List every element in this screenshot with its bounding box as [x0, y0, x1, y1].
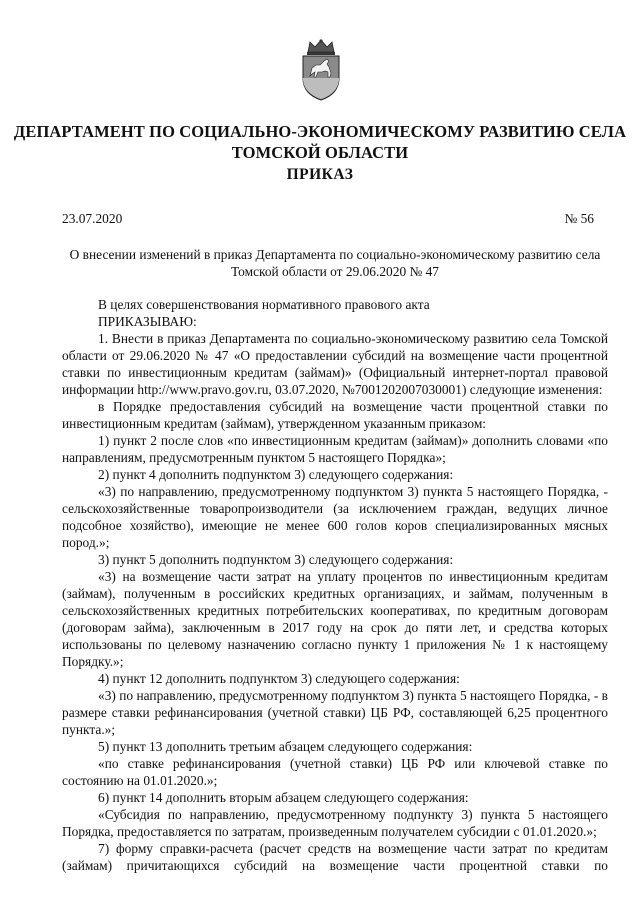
document-body	[62, 296, 608, 874]
body-paragraph: ПРИКАЗЫВАЮ:	[98, 314, 197, 329]
document-subject: О внесении изменений в приказ Департамента по социально-экономическому развитию села Томской области от 29.06.2020 № 47	[69, 247, 601, 279]
document-date: 23.07.2020	[62, 211, 123, 226]
body-paragraph: 3) пункт 5 дополнить подпунктом 3) следующего содержания:	[98, 552, 454, 567]
body-paragraph: 7) форму справки-расчета (расчет средств на возмещение части затрат по кредитам (займам) причитающихся субсидий на возмещение части процентной ставки по	[62, 841, 608, 873]
body-paragraph: 1) пункт 2 после слов «по инвестиционным кредитам (займам)» дополнить словами «по направлениям, предусмотренным пунктом 5 настоящего Порядка»;	[62, 433, 608, 465]
body-paragraph: «3) на возмещение части затрат на уплату процентов по инвестиционным кредитам (займам), полученным в российских кредитных организациях, и займам, полученным в сельскохозяйственных кредитных потребительских кооперативах, по кредитным договорам (договорам займа), заключенным в 2017 году на срок до пяти лет, и средства которых использованы по целевому назначению согласно пункту 1 приложения № 1 к настоящему Порядку.»;	[62, 569, 608, 669]
body-paragraph: 1. Внести в приказ Департамента по социально-экономическому развитию села Томской области от 29.06.2020 № 47 «О предоставлении субсидий на возмещение части процентной ставки по инвестиционным кредитам (займам)» (Официальный интернет-портал правовой информации http://www.pravo.gov.ru, 03.07.2020, №7001202007030001) следующие изменения:	[62, 331, 608, 397]
body-paragraph: 5) пункт 13 дополнить третьим абзацем следующего содержания:	[98, 739, 473, 754]
body-paragraph: 2) пункт 4 дополнить подпунктом 3) следующего содержания:	[98, 467, 454, 482]
body-paragraph: 4) пункт 12 дополнить подпунктом 3) следующего содержания:	[98, 671, 460, 686]
tomsk-oblast-coat-of-arms-icon	[296, 38, 346, 102]
body-paragraph: «3) по направлению, предусмотренному подпунктом 3) пункта 5 настоящего Порядка, - в размере ставки рефинансирования (учетной ставки) ЦБ РФ, составляющей 6,25 процентного пункта.»;	[62, 688, 608, 737]
document-type: ПРИКАЗ	[286, 166, 354, 183]
body-paragraph: 6) пункт 14 дополнить вторым абзацем следующего содержания:	[98, 790, 469, 805]
body-paragraph: «3) по направлению, предусмотренному подпунктом 3) пункта 5 настоящего Порядка, - сельскохозяйственные товаропроизводители (за исключением граждан, ведущих личное подсобное хозяйство), имеющие не менее 600 голов коров специализированных мясных пород.»;	[62, 484, 608, 550]
body-paragraph: «Субсидия по направлению, предусмотренному подпункту 3) пункта 5 настоящего Порядка, предоставляется по затратам, произведенным получателем субсидии с 01.01.2020.»;	[62, 807, 608, 839]
document-number: № 56	[564, 211, 594, 226]
body-paragraph: В целях совершенствования нормативного правового акта	[98, 297, 430, 312]
department-name: ДЕПАРТАМЕНТ ПО СОЦИАЛЬНО-ЭКОНОМИЧЕСКОМУ РАЗВИТИЮ СЕЛА ТОМСКОЙ ОБЛАСТИ	[13, 122, 627, 162]
body-paragraph: в Порядке предоставления субсидий на возмещение части процентной ставки по инвестиционным кредитам (займам), утвержденном указанным приказом:	[62, 399, 608, 431]
body-paragraph: «по ставке рефинансирования (учетной ставки) ЦБ РФ или ключевой ставке по состоянию на 01.01.2020.»;	[62, 756, 608, 788]
